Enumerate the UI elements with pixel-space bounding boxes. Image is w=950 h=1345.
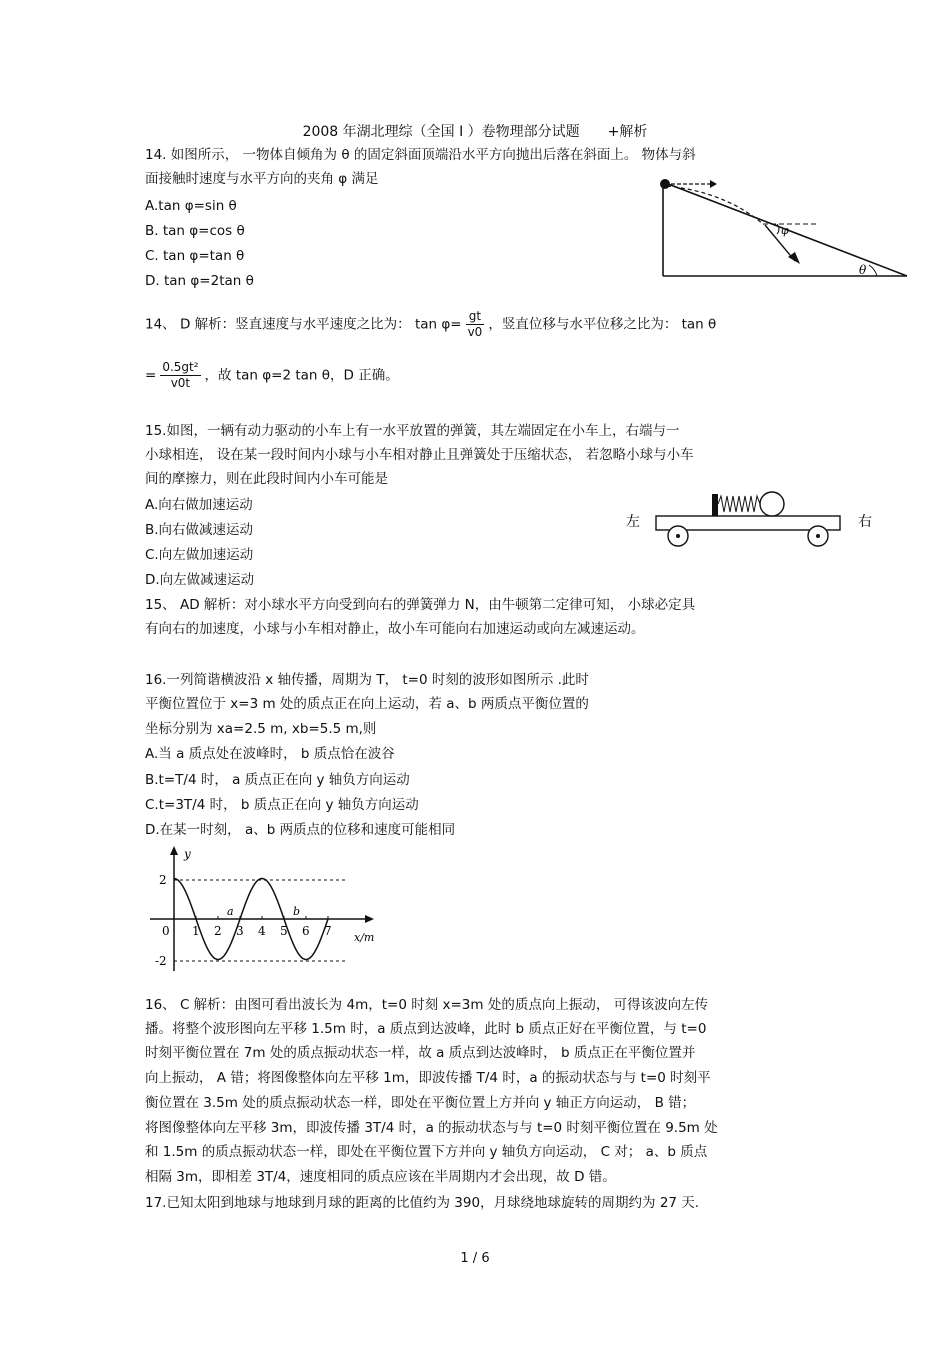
q16-stem-line-1: 16.一列简谐横波沿 x 轴传播，周期为 T， t=0 时刻的波形如图所示 .此时: [145, 672, 589, 688]
q16-answer-line-5: 衡位置在 3.5m 处的质点振动状态一样，即处在平衡位置上方并向 y 轴正方向运动， B 错；: [145, 1095, 696, 1111]
spring: [718, 496, 760, 512]
left-label: 左: [626, 514, 640, 530]
q15-option-a: A.向右做加速运动: [145, 497, 253, 513]
q16-option-b: B.t=T/4 时， a 质点正在向 y 轴负方向运动: [145, 772, 410, 788]
point-a-label: a: [227, 905, 234, 918]
q14-answer-text-b: ，竖直位移与水平位移之比为： tan θ: [488, 316, 717, 333]
q15-stem-line-3: 间的摩擦力，则在此段时间内小车可能是: [145, 471, 388, 487]
q15-answer-line-1: 15、 AD 解析：对小球水平方向受到向右的弹簧弹力 N，由牛顿第二定律可知， 小球必定具: [145, 597, 696, 613]
ball: [760, 492, 784, 516]
x-axis-arrow-icon: [365, 915, 374, 923]
x-tick-label: 2: [214, 924, 222, 938]
q16-stem-line-3: 坐标分别为 xa=2.5 m, xb=5.5 m,则: [145, 721, 377, 737]
x-tick-label: 5: [280, 924, 288, 938]
origin-label: 0: [162, 924, 170, 938]
angle-phi-label: φ: [781, 224, 789, 237]
fraction-gt-v0: [466, 309, 485, 340]
q17-stem-line-1: 17.已知太阳到地球与地球到月球的距离的比值约为 390，月球绕地球旋转的周期约为 27 天.: [145, 1195, 700, 1211]
q14-answer-text-c: =: [145, 367, 157, 384]
y-tick-2: 2: [159, 873, 167, 887]
x-tick-label: 3: [236, 924, 244, 938]
q15-option-d: D.向左做减速运动: [145, 572, 255, 588]
q14-stem-line-1: 14. 如图所示， 一物体自倾角为 θ 的固定斜面顶端沿水平方向抛出后落在斜面上。 物体与斜: [145, 147, 696, 163]
spring-mount: [712, 494, 718, 516]
fraction-numerator: 0.5gt²: [162, 360, 199, 374]
q16-answer-line-8: 相隔 3m，即相差 3T/4，速度相同的质点应该在半周期内才会出现，故 D 错。: [145, 1169, 616, 1185]
right-label: 右: [858, 514, 872, 530]
q14-option-a: A.tan φ=sin θ: [145, 198, 237, 214]
q14-option-c: C. tan φ=tan θ: [145, 248, 245, 264]
q15-stem-line-2: 小球相连， 设在某一段时间内小球与小车相对静止且弹簧处于压缩状态， 若忽略小球与小车: [145, 447, 694, 463]
q16-answer-line-3: 时刻平衡位置在 7m 处的质点振动状态一样，故 a 质点到达波峰时， b 质点正在平衡位置并: [145, 1045, 696, 1061]
q14-answer-line-2: [145, 360, 399, 391]
q16-option-a: A.当 a 质点处在波峰时， b 质点恰在波谷: [145, 746, 395, 762]
x-tick-label: 4: [258, 924, 266, 938]
q16-option-d: D.在某一时刻， a、b 两质点的位移和速度可能相同: [145, 822, 456, 838]
y-tick-neg2: -2: [155, 954, 167, 968]
q16-answer-line-7: 和 1.5m 的质点振动状态一样，即处在平衡位置下方并向 y 轴负方向运动， C 对； a、b 质点: [145, 1144, 708, 1160]
q15-cart-figure: [620, 484, 880, 552]
q14-answer-line-1: [145, 309, 716, 340]
q15-stem-line-1: 15.如图，一辆有动力驱动的小车上有一水平放置的弹簧，其左端固定在小车上，右端与一: [145, 423, 680, 439]
arrow-head-icon: [710, 180, 717, 188]
fraction-denominator: v0: [467, 325, 483, 339]
q15-option-b: B.向右做减速运动: [145, 522, 254, 538]
q16-answer-line-1: 16、 C 解析：由图可看出波长为 4m，t=0 时刻 x=3m 处的质点向上振动， 可得该波向左传: [145, 997, 709, 1013]
y-axis-arrow-icon: [170, 846, 178, 855]
q14-incline-figure: [655, 172, 915, 282]
q16-wave-graph: [145, 843, 385, 978]
x-tick-label: 6: [302, 924, 310, 938]
angle-theta-label: θ: [859, 263, 867, 277]
q16-answer-line-6: 将图像整体向左平移 3m，即波传播 3T/4 时，a 的振动状态与与 t=0 时刻平衡位置在 9.5m 处: [145, 1120, 718, 1136]
q16-stem-line-2: 平衡位置位于 x=3 m 处的质点正在向上运动，若 a、b 两质点平衡位置的: [145, 696, 589, 712]
fraction-denominator: v0t: [170, 376, 191, 390]
q16-answer-line-4: 向上振动， A 错；将图像整体向左平移 1m，即波传播 T/4 时，a 的振动状态与与 t=0 时刻平: [145, 1070, 711, 1086]
y-axis-label: y: [184, 847, 191, 861]
fraction-numerator: gt: [466, 309, 485, 325]
x-tick-label: 7: [324, 924, 332, 938]
x-axis-label: x/m: [354, 931, 375, 944]
page-number: 1 / 6: [460, 1251, 490, 1266]
page-title: 2008 年湖北理综（全国 I ）卷物理部分试题 +解析: [302, 124, 648, 140]
q14-stem-line-2: 面接触时速度与水平方向的夹角 φ 满足: [145, 171, 379, 187]
q16-option-c: C.t=3T/4 时， b 质点正在向 y 轴负方向运动: [145, 797, 419, 813]
projectile-ball: [660, 179, 670, 189]
q14-option-b: B. tan φ=cos θ: [145, 223, 245, 239]
q14-option-d: D. tan φ=2tan θ: [145, 273, 254, 289]
q15-answer-line-2: 有向右的加速度，小球与小车相对静止，故小车可能向右加速运动或向左减速运动。: [145, 621, 645, 637]
q16-answer-line-2: 播。将整个波形图向左平移 1.5m 时，a 质点到达波峰，此时 b 质点正好在平衡位置，与 t=0: [145, 1021, 707, 1037]
fraction-half-gt2-v0t: [160, 360, 200, 391]
q14-answer-text-a: 14、 D 解析：竖直速度与水平速度之比为： tan φ=: [145, 316, 462, 333]
x-tick-label: 1: [192, 924, 200, 938]
q14-answer-text-d: ，故 tan φ=2 tan θ，D 正确。: [204, 367, 399, 384]
q15-option-c: C.向左做加速运动: [145, 547, 254, 563]
point-b-label: b: [293, 905, 301, 918]
